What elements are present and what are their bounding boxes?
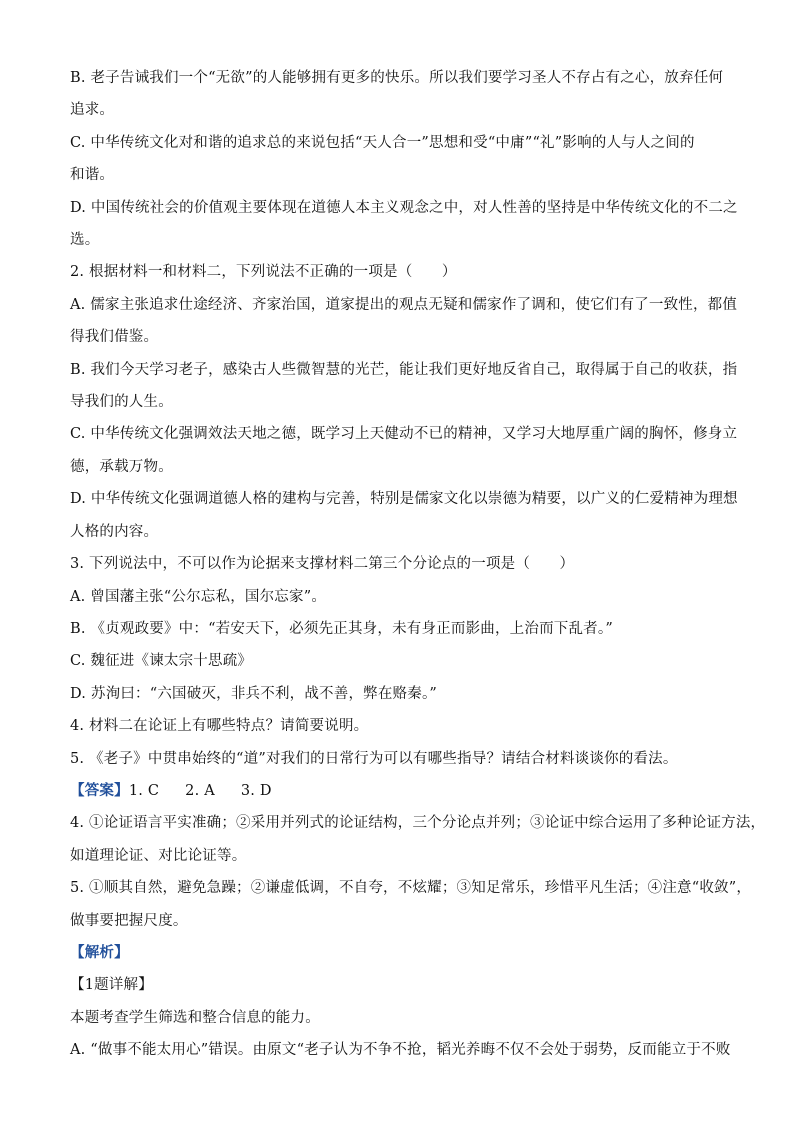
text-line: D. 中国传统社会的价值观主要体现在道德人本主义观念之中，对人性善的坚持是中华传统文化的不二之 [70,199,738,216]
text-line: A. 儒家主张追求仕途经济、齐家治国，道家提出的观点无疑和儒家作了调和，使它们有了一致性，都值 [70,296,738,313]
text-line: 本题考查学生筛选和整合信息的能力。 [70,1009,320,1026]
answer-line [70,775,724,807]
text-line: D. 苏洵曰：“六国破灭，非兵不利，战不善，弊在赂秦。” [70,685,438,702]
text-line: 如道理论证、对比论证等。 [70,847,247,864]
text-line: B. 老子告诫我们一个“无欲”的人能够拥有更多的快乐。所以我们要学习圣人不存占有之心，放弃任何 [70,70,724,86]
answer-item: 3. D [240,782,272,799]
text-line: 5. ①顺其自然，避免急躁；②谦虚低调，不自夸，不炫耀；③知足常乐，珍惜平凡生活；④注意“收敛”， [70,880,752,897]
text-line: 做事要把握尺度。 [70,912,188,929]
text-line: B. 《贞观政要》中：“若安天下，必须先正其身，未有身正而影曲，上治而下乱者。” [70,620,613,637]
question-5: 5. 《老子》中贯串始终的“道”对我们的日常行为可以有哪些指导？请结合材料谈谈你的看法。 [70,750,678,767]
text-line: 选。 [70,232,100,249]
text-line: 人格的内容。 [70,523,159,540]
analysis-line [70,937,724,969]
text-line: C. 魏征进《谏太宗十思疏》 [70,653,253,670]
answer-item: 2. A [185,782,215,799]
text-line: B. 我们今天学习老子，感染古人些微智慧的光芒，能让我们更好地反省自己，取得属于自己的收获，指 [70,361,738,378]
text-line: 德，承载万物。 [70,458,173,475]
answer-tag: 【答案】 [70,781,129,799]
text-line: 4. ①论证语言平实准确；②采用并列式的论证结构，三个分论点并列；③论证中综合运用了多种论证方法， [70,815,766,832]
answer-item: 1. C [128,782,160,799]
question-3: 3. 下列说法中，不可以作为论据来支撑材料二第三个分论点的一项是（ ） [70,556,575,573]
section-heading: 【1题详解】 [70,977,153,994]
text-line: 导我们的人生。 [70,394,173,411]
text-line: C. 中华传统文化对和谐的追求总的来说包括“天人合一”思想和受“中庸”“礼”影响的人与人之间的 [70,134,695,151]
text-line: 和谐。 [70,167,115,184]
text-line: 追求。 [70,102,115,119]
question-4: 4. 材料二在论证上有哪些特点？请简要说明。 [70,718,369,735]
text-line: A. 曾国藩主张“公尔忘私，国尔忘家”。 [70,588,327,605]
text-line: C. 中华传统文化强调效法天地之德，既学习上天健动不已的精神，又学习大地厚重广阔的胸怀，修身立 [70,426,738,443]
text-line: A. “做事不能太用心”错误。由原文“老子认为不争不抢，韬光养晦不仅不会处于弱势，反而能立于不败 [70,1042,731,1059]
question-2: 2. 根据材料一和材料二，下列说法不正确的一项是（ ） [70,264,457,281]
text-line: D. 中华传统文化强调道德人格的建构与完善，特别是儒家文化以崇德为精要，以广义的仁爱精神为理想 [70,491,738,508]
analysis-tag: 【解析】 [70,943,129,961]
text-line: 得我们借鉴。 [70,329,159,346]
